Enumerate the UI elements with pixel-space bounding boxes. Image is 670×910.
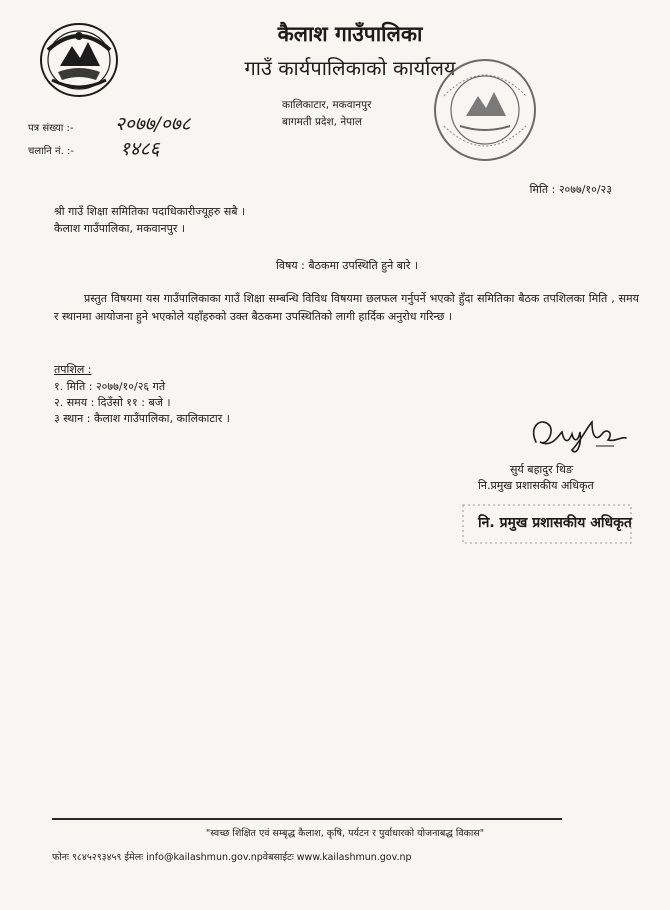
handwritten-signature — [522, 412, 632, 460]
details-item: २. समय : दिउँसो ११ : बजे । — [54, 396, 171, 409]
details-heading: तपशिल : — [54, 363, 92, 376]
footer-contact: फोनः ९८४५२९३४५९ ईमेलः info@kailashmun.gov.npवेबसाईटः www.kailashmun.gov.np — [52, 852, 412, 863]
letter-subject: विषय : बैठकमा उपस्थिति हुने बारे । — [275, 259, 418, 272]
address-line-1: कालिकाटार, मकवानपुर — [282, 99, 372, 111]
office-name: कैलाश गाउँपालिका — [277, 22, 423, 46]
recipient-line-2: कैलाश गाउँपालिका, मकवानपुर । — [54, 222, 186, 235]
municipal-seal-stamp — [430, 56, 540, 164]
letter-number-label: पत्र संख्या :- — [28, 123, 74, 134]
signer-name: सुर्य बहादुर थिङ — [510, 463, 574, 476]
details-item: ३ स्थान : कैलाश गाउँपालिका, कालिकाटार । — [54, 412, 230, 425]
details-item: १. मिति : २०७७/१०/२६ गते — [54, 380, 166, 393]
dispatch-number-label: चलानि नं. :- — [28, 146, 74, 157]
office-subtitle: गाउँ कार्यपालिकाको कार्यालय — [244, 56, 456, 80]
dispatch-number-value: १४८६ — [120, 138, 160, 160]
letter-number-value: २०७७/०७८ — [115, 113, 191, 135]
footer-motto: "स्वच्छ शिक्षित एवं सम्बृद्ध कैलाश, कृषि, पर्यटन र पुर्वाधारको योजनाबद्ध विकास" — [205, 828, 485, 839]
address-line-2: बागमती प्रदेश, नेपाल — [282, 116, 362, 128]
body-paragraph: प्रस्तुत विषयमा यस गाउँपालिकाका गाउँ शिक्षा सम्बन्धि विविध विषयमा छलफल गर्नुपर्ने भएको हुँदा समितिका बैठक तपशिलका मिति , समय र स्थानमा आयोजना हुने भएकोले यहाँहरुको उक्त बैठकमा उपस्थितिको लागी हार्दिक अनुरोध गरिन्छ । — [54, 292, 639, 323]
recipient-line-1: श्री गाउँ शिक्षा समितिका पदाधिकारीज्यूहरु सबै । — [54, 205, 246, 218]
designation-stamp-text: नि. प्रमुख प्रशासकीय अधिकृत — [478, 515, 632, 531]
signer-title: नि.प्रमुख प्रशासकीय अधिकृत — [478, 479, 594, 492]
letter-date: मिति : २०७७/१०/२३ — [529, 183, 612, 196]
footer-divider — [52, 818, 562, 820]
